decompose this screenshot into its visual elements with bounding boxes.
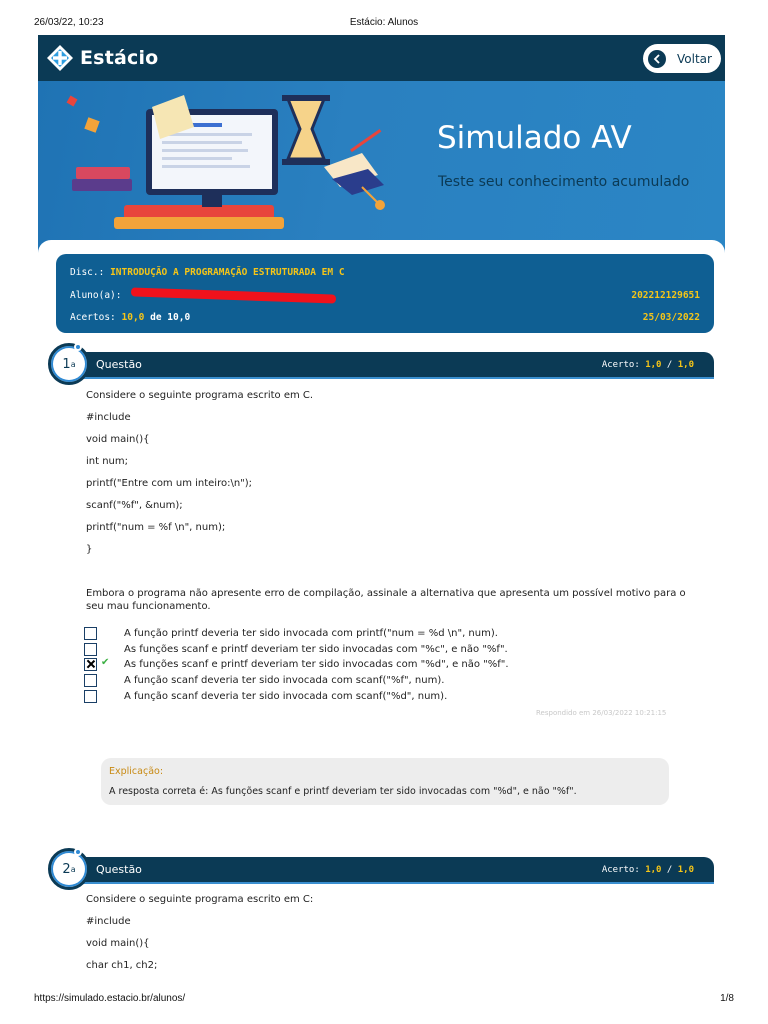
- option-label: A função scanf deveria ter sido invocada com scanf("%f", num).: [124, 674, 445, 686]
- student-label: Aluno(a):: [70, 290, 122, 301]
- exam-info-card: [56, 254, 714, 333]
- redacted-student-name: [131, 287, 336, 303]
- answer-option[interactable]: [84, 673, 445, 687]
- code-line: printf("Entre com um inteiro:\n");: [86, 478, 253, 489]
- code-line: scanf("%f", &num);: [86, 500, 183, 511]
- answer-option-selected[interactable]: [84, 657, 509, 671]
- discipline-value: INTRODUÇÃO A PROGRAMAÇÃO ESTRUTURADA EM C: [110, 267, 345, 278]
- badge-dot: [74, 343, 82, 351]
- question-number: 1: [62, 356, 71, 372]
- back-button[interactable]: [643, 44, 721, 73]
- explanation-text: A resposta correta é: As funções scanf e printf deveriam ter sido invocadas com "%d", e não "%f".: [109, 786, 577, 797]
- code-line: void main(){: [86, 938, 150, 949]
- score-value: 10,0: [121, 312, 145, 323]
- question-score-max: 1,0: [677, 360, 694, 370]
- discipline-row: [70, 267, 700, 281]
- question-score-value: 1,0: [645, 865, 662, 875]
- question-number-badge: 1 a: [48, 343, 90, 385]
- hero-banner: [38, 81, 725, 253]
- option-checkbox[interactable]: [84, 690, 97, 703]
- brand-name: Estácio: [80, 47, 159, 69]
- question-header: [56, 857, 714, 884]
- print-tab-title: Estácio: Alunos: [349, 17, 419, 28]
- option-checkbox-checked[interactable]: [84, 658, 97, 671]
- explanation-title: Explicação:: [109, 766, 164, 777]
- question-text-line: Considere o seguinte programa escrito em C:: [86, 894, 314, 905]
- answer-option[interactable]: [84, 689, 448, 703]
- question-text-line: Considere o seguinte programa escrito em C.: [86, 390, 314, 401]
- option-label: A função printf deveria ter sido invocada com printf("num = %d \n", num).: [124, 627, 498, 639]
- score-total: de 10,0: [150, 312, 191, 323]
- score-label: Acertos:: [70, 312, 116, 323]
- answer-option[interactable]: [84, 626, 498, 640]
- page-title: Simulado AV: [437, 120, 632, 156]
- print-header: [34, 17, 734, 31]
- check-icon: ✔: [101, 657, 110, 668]
- question-score: Acerto: 1,0 / 1,0: [601, 360, 694, 370]
- code-line: char ch1, ch2;: [86, 960, 158, 971]
- brand-logo[interactable]: [46, 43, 158, 73]
- estacio-logo-icon: [46, 44, 74, 72]
- explanation-box: [101, 758, 669, 805]
- answered-timestamp: Respondido em 26/03/2022 10:21:15: [536, 709, 667, 717]
- study-illustration: [62, 87, 402, 237]
- chevron-left-icon: [648, 50, 666, 68]
- question-score-label: Acerto:: [601, 865, 640, 875]
- option-checkbox[interactable]: [84, 643, 97, 656]
- code-line: void main(){: [86, 434, 150, 445]
- question-score: Acerto: 1,0 / 1,0: [601, 865, 694, 875]
- question-score-value: 1,0: [645, 360, 662, 370]
- score-row: [70, 312, 700, 326]
- code-line: printf("num = %f \n", num);: [86, 522, 226, 533]
- code-line: int num;: [86, 456, 129, 467]
- discipline-label: Disc.:: [70, 267, 105, 278]
- badge-dot: [74, 848, 82, 856]
- banner-curve: [38, 240, 725, 253]
- print-page-number: 1/8: [720, 993, 734, 1004]
- answer-option[interactable]: [84, 642, 508, 656]
- option-label: A função scanf deveria ter sido invocada com scanf("%d", num).: [124, 690, 448, 702]
- back-button-label: Voltar: [677, 51, 712, 66]
- top-navbar: [38, 35, 725, 81]
- option-label: As funções scanf e printf deveriam ter sido invocadas com "%c", e não "%f".: [124, 643, 508, 655]
- code-line: #include: [86, 412, 131, 423]
- question-header: [56, 352, 714, 379]
- print-footer: [34, 993, 734, 1007]
- exam-date: 25/03/2022: [642, 312, 700, 323]
- code-line: #include: [86, 916, 131, 927]
- student-row: [70, 290, 700, 304]
- page-subtitle: Teste seu conhecimento acumulado: [438, 174, 690, 190]
- student-id: 202212129651: [631, 290, 700, 301]
- question-number-badge: 2 a: [48, 848, 90, 890]
- print-datetime: 26/03/22, 10:23: [34, 17, 104, 28]
- print-url[interactable]: https://simulado.estacio.br/alunos/: [34, 993, 186, 1004]
- question-number: 2: [62, 861, 71, 877]
- option-label: As funções scanf e printf deveriam ter sido invocadas com "%d", e não "%f".: [124, 658, 509, 670]
- option-checkbox[interactable]: [84, 674, 97, 687]
- question-score-max: 1,0: [677, 865, 694, 875]
- question-title: Questão: [96, 863, 142, 876]
- question-score-label: Acerto:: [601, 360, 640, 370]
- code-line: }: [86, 544, 93, 555]
- question-title: Questão: [96, 358, 142, 371]
- option-checkbox[interactable]: [84, 627, 97, 640]
- question-prompt: Embora o programa não apresente erro de compilação, assinale a alternativa que apresenta um possível motivo para o seu mau funcionamento.: [86, 588, 686, 612]
